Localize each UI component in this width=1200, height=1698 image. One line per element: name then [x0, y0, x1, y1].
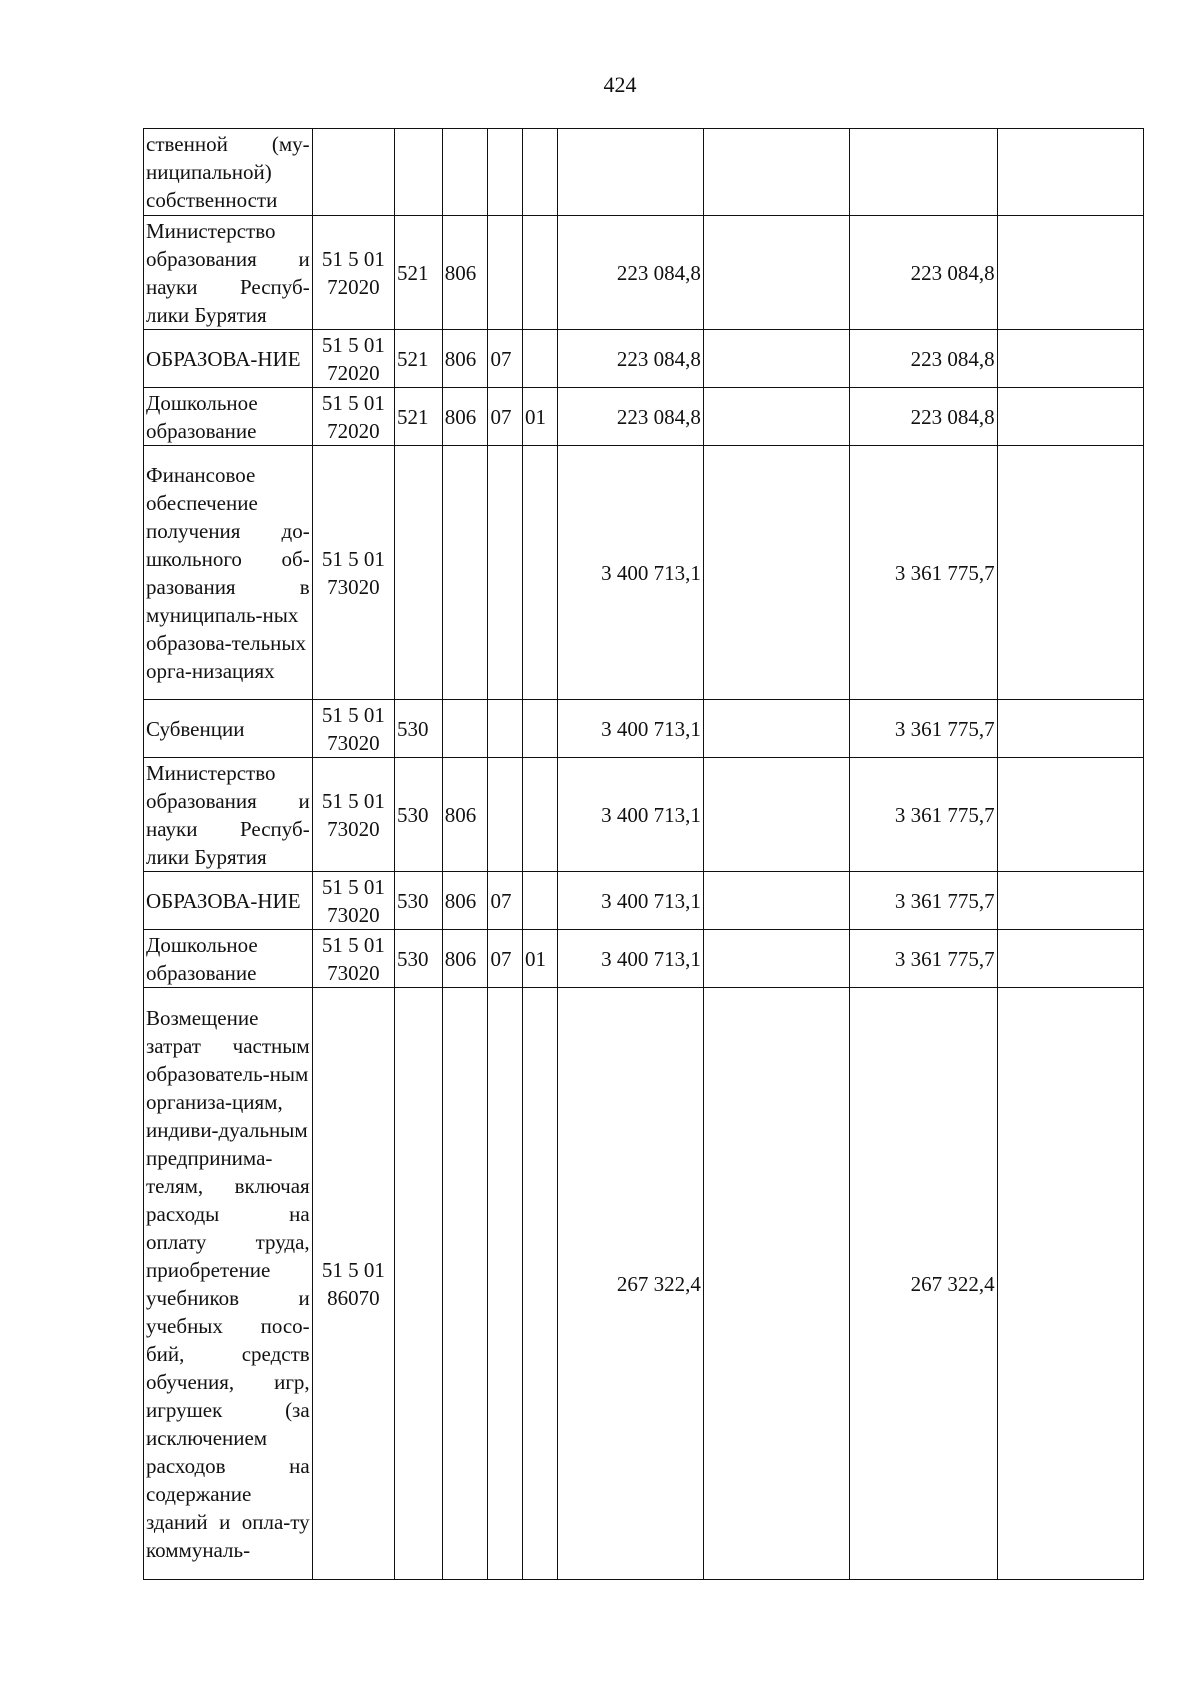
amount-1: 267 322,4 [557, 988, 703, 1580]
amount-3: 3 361 775,7 [850, 446, 997, 700]
admin-code: 806 [442, 758, 488, 872]
amount-1: 223 084,8 [557, 330, 703, 388]
row-name: ственной (му-ниципальной) собственности [144, 129, 313, 216]
page-number: 424 [603, 72, 637, 97]
admin-code [442, 700, 488, 758]
subsection-code [523, 988, 558, 1580]
target-article: 51 5 01 73020 [312, 930, 394, 988]
row-name: Возмещение затрат частным образователь-ным организа-циям, индиви-дуальным предпринима-телям, включая расходы на оплату труда, приобретение учебников и учебных посо-бий, средств обучения, игр, игрушек (за исключением расходов на содержание зданий и опла-ту коммуналь- [144, 988, 313, 1580]
table-row [144, 330, 1144, 388]
admin-code [442, 129, 488, 216]
amount-2 [703, 388, 849, 446]
admin-code [442, 988, 488, 1580]
subsection-code [523, 446, 558, 700]
amount-2 [703, 446, 849, 700]
amount-4 [997, 872, 1143, 930]
amount-3: 223 084,8 [850, 388, 997, 446]
admin-code [442, 446, 488, 700]
row-name: Министерство образования и науки Респуб-лики Бурятия [144, 758, 313, 872]
subsection-code: 01 [523, 388, 558, 446]
row-name: ОБРАЗОВА-НИЕ [144, 330, 313, 388]
amount-1: 223 084,8 [557, 216, 703, 330]
amount-1: 3 400 713,1 [557, 446, 703, 700]
amount-4 [997, 330, 1143, 388]
row-name: Министерство образования и науки Респуб-лики Бурятия [144, 216, 313, 330]
amount-2 [703, 330, 849, 388]
admin-code: 806 [442, 930, 488, 988]
table-row [144, 129, 1144, 216]
amount-2 [703, 129, 849, 216]
section-code [488, 446, 523, 700]
subsection-code [523, 216, 558, 330]
target-article: 51 5 01 73020 [312, 872, 394, 930]
amount-2 [703, 216, 849, 330]
section-code [488, 216, 523, 330]
expense-type: 530 [395, 758, 443, 872]
amount-1: 3 400 713,1 [557, 872, 703, 930]
subsection-code [523, 330, 558, 388]
section-code [488, 988, 523, 1580]
amount-4 [997, 930, 1143, 988]
amount-3: 267 322,4 [850, 988, 997, 1580]
expense-type: 521 [395, 330, 443, 388]
table-row [144, 388, 1144, 446]
section-code: 07 [488, 330, 523, 388]
amount-4 [997, 446, 1143, 700]
amount-3: 3 361 775,7 [850, 758, 997, 872]
amount-1: 3 400 713,1 [557, 930, 703, 988]
amount-4 [997, 700, 1143, 758]
expense-type [395, 129, 443, 216]
amount-2 [703, 988, 849, 1580]
expense-type: 521 [395, 388, 443, 446]
amount-1: 3 400 713,1 [557, 758, 703, 872]
table-row [144, 700, 1144, 758]
target-article [312, 129, 394, 216]
amount-4 [997, 129, 1143, 216]
amount-3: 3 361 775,7 [850, 872, 997, 930]
row-name: Дошкольное образование [144, 388, 313, 446]
amount-1: 3 400 713,1 [557, 700, 703, 758]
amount-1 [557, 129, 703, 216]
target-article: 51 5 01 86070 [312, 988, 394, 1580]
amount-2 [703, 700, 849, 758]
expense-type: 530 [395, 872, 443, 930]
target-article: 51 5 01 73020 [312, 446, 394, 700]
subsection-code [523, 129, 558, 216]
subsection-code [523, 872, 558, 930]
budget-table [143, 128, 1144, 1580]
expense-type: 530 [395, 930, 443, 988]
section-code: 07 [488, 388, 523, 446]
section-code: 07 [488, 930, 523, 988]
amount-3: 223 084,8 [850, 216, 997, 330]
row-name: ОБРАЗОВА-НИЕ [144, 872, 313, 930]
target-article: 51 5 01 73020 [312, 700, 394, 758]
target-article: 51 5 01 72020 [312, 216, 394, 330]
target-article: 51 5 01 73020 [312, 758, 394, 872]
amount-3 [850, 129, 997, 216]
subsection-code: 01 [523, 930, 558, 988]
amount-4 [997, 216, 1143, 330]
expense-type: 530 [395, 700, 443, 758]
amount-2 [703, 758, 849, 872]
section-code [488, 700, 523, 758]
section-code: 07 [488, 872, 523, 930]
row-name: Финансовое обеспечение получения до-школьного об-разования в муниципаль-ных образова-тельных орга-низациях [144, 446, 313, 700]
subsection-code [523, 758, 558, 872]
amount-1: 223 084,8 [557, 388, 703, 446]
table-row [144, 216, 1144, 330]
section-code [488, 758, 523, 872]
amount-3: 3 361 775,7 [850, 930, 997, 988]
table-row [144, 446, 1144, 700]
amount-3: 3 361 775,7 [850, 700, 997, 758]
admin-code: 806 [442, 388, 488, 446]
row-name: Субвенции [144, 700, 313, 758]
row-name: Дошкольное образование [144, 930, 313, 988]
table-row [144, 988, 1144, 1580]
table-row [144, 758, 1144, 872]
target-article: 51 5 01 72020 [312, 330, 394, 388]
target-article: 51 5 01 72020 [312, 388, 394, 446]
admin-code: 806 [442, 330, 488, 388]
amount-4 [997, 988, 1143, 1580]
amount-2 [703, 872, 849, 930]
subsection-code [523, 700, 558, 758]
amount-4 [997, 758, 1143, 872]
expense-type: 521 [395, 216, 443, 330]
expense-type [395, 988, 443, 1580]
amount-3: 223 084,8 [850, 330, 997, 388]
admin-code: 806 [442, 216, 488, 330]
table-row [144, 872, 1144, 930]
table-row [144, 930, 1144, 988]
section-code [488, 129, 523, 216]
amount-2 [703, 930, 849, 988]
admin-code: 806 [442, 872, 488, 930]
expense-type [395, 446, 443, 700]
amount-4 [997, 388, 1143, 446]
